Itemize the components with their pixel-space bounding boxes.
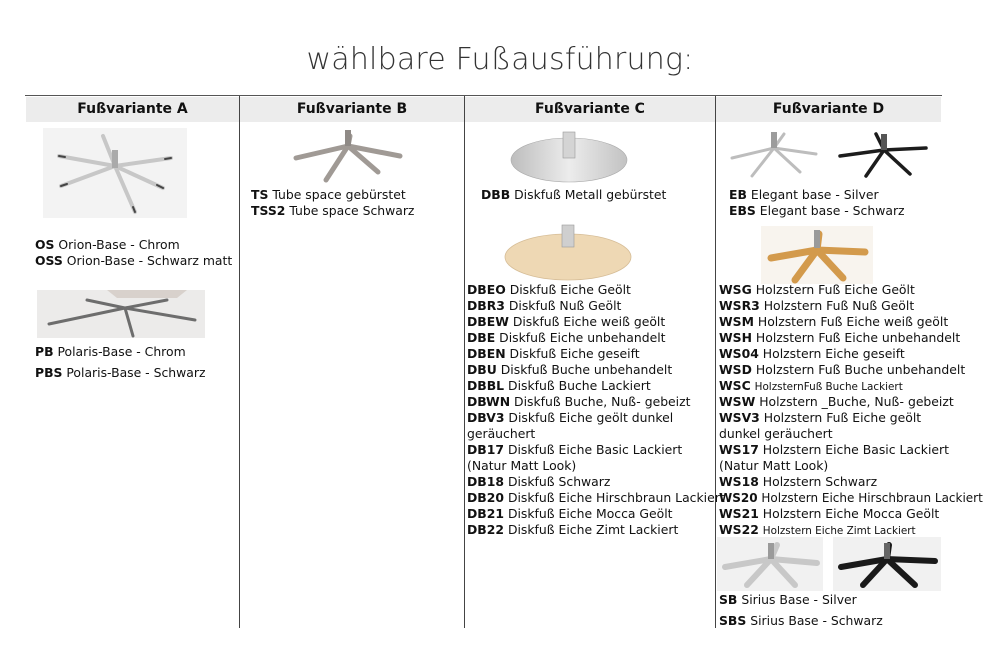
column-header-d: Fußvariante D xyxy=(716,97,941,122)
wood-star-base-image xyxy=(761,226,873,284)
list-item: DBB Diskfuß Metall gebürstet xyxy=(481,187,667,202)
list-item: WSD Holzstern Fuß Buche unbehandelt xyxy=(719,362,966,377)
column-header-b: Fußvariante B xyxy=(240,97,464,122)
list-item: DBEW Diskfuß Eiche weiß geölt xyxy=(467,314,666,329)
list-item: DB22 Diskfuß Eiche Zimt Lackiert xyxy=(467,522,679,537)
orion-base-image xyxy=(43,128,187,218)
list-item: WSM Holzstern Fuß Eiche weiß geölt xyxy=(719,314,949,329)
list-item: DBEO Diskfuß Eiche Geölt xyxy=(467,282,631,297)
list-item: WSC HolzsternFuß Buche Lackiert xyxy=(719,378,903,393)
sirius-base-silver-image xyxy=(717,537,823,591)
list-item: WS18 Holzstern Schwarz xyxy=(719,474,878,489)
list-item: PBS Polaris-Base - Schwarz xyxy=(35,365,206,380)
list-item: DBWN Diskfuß Buche, Nuß- gebeizt xyxy=(467,394,691,409)
list-item: WSH Holzstern Fuß Eiche unbehandelt xyxy=(719,330,961,345)
list-item: WS04 Holzstern Eiche geseift xyxy=(719,346,905,361)
list-item: DB20 Diskfuß Eiche Hirschbraun Lackiert xyxy=(467,490,725,505)
list-item: WS22 Holzstern Eiche Zimt Lackiert xyxy=(719,522,916,537)
list-item: WS21 Holzstern Eiche Mocca Geölt xyxy=(719,506,940,521)
disk-base-metal-image xyxy=(510,130,628,184)
list-item: SBS Sirius Base - Schwarz xyxy=(719,613,883,628)
list-item: DBBL Diskfuß Buche Lackiert xyxy=(467,378,651,393)
list-item: DB21 Diskfuß Eiche Mocca Geölt xyxy=(467,506,673,521)
column-header-a: Fußvariante A xyxy=(26,97,239,122)
list-item: DBR3 Diskfuß Nuß Geölt xyxy=(467,298,622,313)
list-item: WSW Holzstern _Buche, Nuß- gebeizt xyxy=(719,394,954,409)
column-header-c: Fußvariante C xyxy=(465,97,715,122)
list-item: WS20 Holzstern Eiche Hirschbraun Lackiert xyxy=(719,491,983,505)
list-item: WSV3 Holzstern Fuß Eiche geölt xyxy=(719,410,922,425)
list-item: DB18 Diskfuß Schwarz xyxy=(467,474,611,489)
disk-base-oak-image xyxy=(504,223,632,281)
list-item-continuation: geräuchert xyxy=(467,426,536,441)
list-item: PB Polaris-Base - Chrom xyxy=(35,344,186,359)
tube-space-image xyxy=(290,128,405,186)
list-item-continuation: (Natur Matt Look) xyxy=(719,458,829,473)
polaris-base-image xyxy=(37,290,205,338)
list-item: DBEN Diskfuß Eiche geseift xyxy=(467,346,640,361)
list-item: TSS2 Tube space Schwarz xyxy=(251,203,415,218)
list-item: WSR3 Holzstern Fuß Nuß Geölt xyxy=(719,298,915,313)
column-divider xyxy=(239,96,240,628)
header-rule xyxy=(25,95,942,96)
column-divider xyxy=(464,96,465,628)
list-item: DBE Diskfuß Eiche unbehandelt xyxy=(467,330,666,345)
list-item: TS Tube space gebürstet xyxy=(251,187,406,202)
list-item: WSG Holzstern Fuß Eiche Geölt xyxy=(719,282,915,297)
page-title: wählbare Fußausführung: xyxy=(306,42,694,77)
list-item: WS17 Holzstern Eiche Basic Lackiert xyxy=(719,442,949,457)
list-item: OSS Orion-Base - Schwarz matt xyxy=(35,253,233,268)
list-item: DBV3 Diskfuß Eiche geölt dunkel xyxy=(467,410,674,425)
list-item-continuation: (Natur Matt Look) xyxy=(467,458,577,473)
list-item: SB Sirius Base - Silver xyxy=(719,592,857,607)
list-item: EBS Elegant base - Schwarz xyxy=(729,203,905,218)
list-item: OS Orion-Base - Chrom xyxy=(35,237,180,252)
sirius-base-black-image xyxy=(833,537,941,591)
list-item: EB Elegant base - Silver xyxy=(729,187,879,202)
list-item: DBU Diskfuß Buche unbehandelt xyxy=(467,362,673,377)
list-item-continuation: dunkel geräuchert xyxy=(719,426,833,441)
elegant-base-silver-image xyxy=(728,128,820,180)
column-divider xyxy=(715,96,716,628)
list-item: DB17 Diskfuß Eiche Basic Lackiert xyxy=(467,442,683,457)
elegant-base-black-image xyxy=(836,128,930,180)
